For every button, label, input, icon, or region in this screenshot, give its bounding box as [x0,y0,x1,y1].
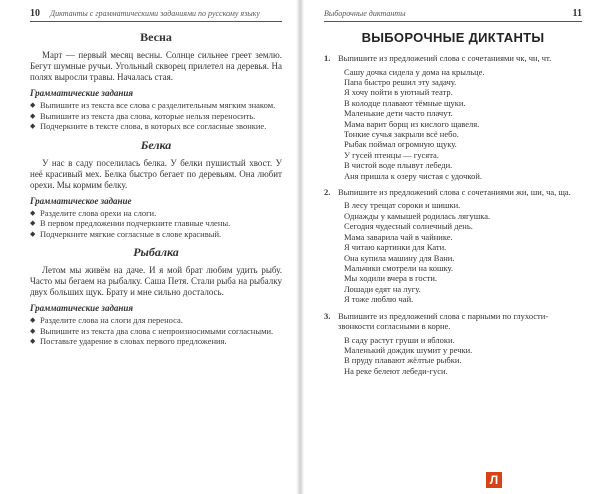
exercise-2 [324,187,582,305]
sentence: Мы ходили вчера в гости. [344,273,438,284]
task-item: ◆ В первом предложении подчеркните главные члены. [30,218,282,229]
sentence: Рыбак поймал огромную щуку. [344,139,457,150]
running-head-text-left: Диктанты с грамматическими заданиями по русскому языку [50,9,260,18]
sentence: В колодце плавают тёмные щуки. [344,97,466,108]
exercise-instruction: Выпишите из предложений слова с сочетаниями жи, ши, ча, ща. [338,186,571,197]
sentence: Мама заварила чай в чайнике. [344,231,453,242]
sentence: В чистой воде плывут лебеди. [344,160,453,171]
sentence: Сегодня чудесный солнечный день. [344,221,473,232]
page-number-left: 10 [30,8,40,19]
exercise-sentences [324,335,582,377]
running-head-left [30,8,282,22]
section-belka [30,138,282,240]
sentence: Маленькие дети часто плачут. [344,108,453,119]
sentence: Папа быстро решил эту задачу. [344,76,457,87]
section-vesna [30,30,282,132]
sentence: Я тоже люблю чай. [344,294,414,305]
sentence: Она купила машину для Вани. [344,252,455,263]
sentence: В лесу трещат сороки и шишки. [344,200,461,211]
sentence: Маленький дождик шумит у речки. [344,344,473,355]
task-list [30,315,282,347]
section-title: Весна [140,30,172,44]
task-list [30,100,282,132]
publisher-logo: Л [486,472,502,488]
exercise-sentences [324,200,582,304]
exercise-number: 2. [324,186,331,197]
exercise-instruction: Выпишите из предложений слова с сочетаниями чк, чн, чт. [338,53,552,63]
sentence: Однажды у камышей родилась лягушка. [344,210,491,221]
sentence: В пруду плавают жёлтые рыбки. [344,355,462,366]
sentence: Тонкие сучья закрыли всё небо. [344,128,459,139]
exercise-1 [324,53,582,181]
page-number-right: 11 [572,8,582,19]
running-head-text-right: Выборочные диктанты [324,9,406,18]
sentence: Я читаю картинки для Кати. [344,242,447,253]
sentence: Аня пришла к озеру чистая с удочкой. [344,170,482,181]
task-item: ◆ Подчеркните мягкие согласные в слове красивый. [30,229,282,240]
exercise-task [324,311,582,332]
task-item: ◆ Разделите слова на слоги для переноса. [30,315,282,326]
exercise-number: 1. [324,53,331,63]
task-item: ◆ Разделите слова орехи на слоги. [30,208,282,219]
dictation-text: Март — первый месяц весны. Солнце сильнее греет землю. Бегут шумные ручьи. Угольный скворец прилетел на деревья. На полях выросли травы. Началась стая. [30,50,282,82]
task-heading: Грамматические задания [30,88,134,98]
dictation-text: У нас в саду поселилась белка. У белки пушистый хвост. У неё красивый мех. Белка быстро бегает по деревьям. Она любит орехи. Мы кормим белку. [30,157,282,190]
task-item: ◆ Выпишите из текста два слова, которые нельзя переносить. [30,111,282,122]
task-item: ◆ Выпишите из текста два слова с непроизносимыми согласными. [30,326,282,337]
task-item: ◆ Поставьте ударение в словах первого предложения. [30,336,282,347]
sentence: Я хочу пойти в уютный театр. [344,87,453,98]
exercise-sentences [324,67,582,181]
dictation-text: Летом мы живём на даче. И я мой брат любим удить рыбу. Часто мы бегаем на рыбалку. Саша Петя. Стали рыба на рыбалку двух больших щук. Брату и мне сильно досталось. [30,265,282,297]
right-page [304,0,600,494]
task-item: ◆ Подчеркните в тексте слова, в которых все согласные звонкие. [30,121,282,132]
section-title: Рыбалка [133,245,179,259]
section-rybalka [30,245,282,347]
sentence: Мальчики смотрели на кошку. [344,262,454,273]
exercise-number: 3. [324,310,331,321]
exercise-task [324,53,582,64]
exercise-3 [324,311,582,377]
running-head-right [324,8,582,22]
left-page [0,0,296,494]
task-heading: Грамматическое задание [30,195,132,206]
exercise-instruction: Выпишите из предложений слова с парными по глухости-звонкости согласными в корне. [338,310,549,332]
section-title: Белка [140,137,172,152]
chapter-title: ВЫБОРОЧНЫЕ ДИКТАНТЫ [361,30,545,45]
sentence: Сашу дочка сидела у дома на крыльце. [344,66,485,77]
task-list [30,208,282,240]
sentence: На реке белеют лебеди-гуси. [344,365,448,376]
sentence: В саду растут груши и яблоки. [344,334,455,345]
task-item: ◆ Выпишите из текста все слова с разделительным мягким знаком. [30,100,282,111]
sentence: Мама варит борщ из кислого щавеля. [344,118,480,129]
sentence: У гусей птенцы — гусята. [344,149,439,160]
book-gutter [296,0,304,494]
exercise-task [324,187,582,198]
task-heading: Грамматические задания [30,303,134,313]
sentence: Лошади едят на лугу. [344,283,421,294]
